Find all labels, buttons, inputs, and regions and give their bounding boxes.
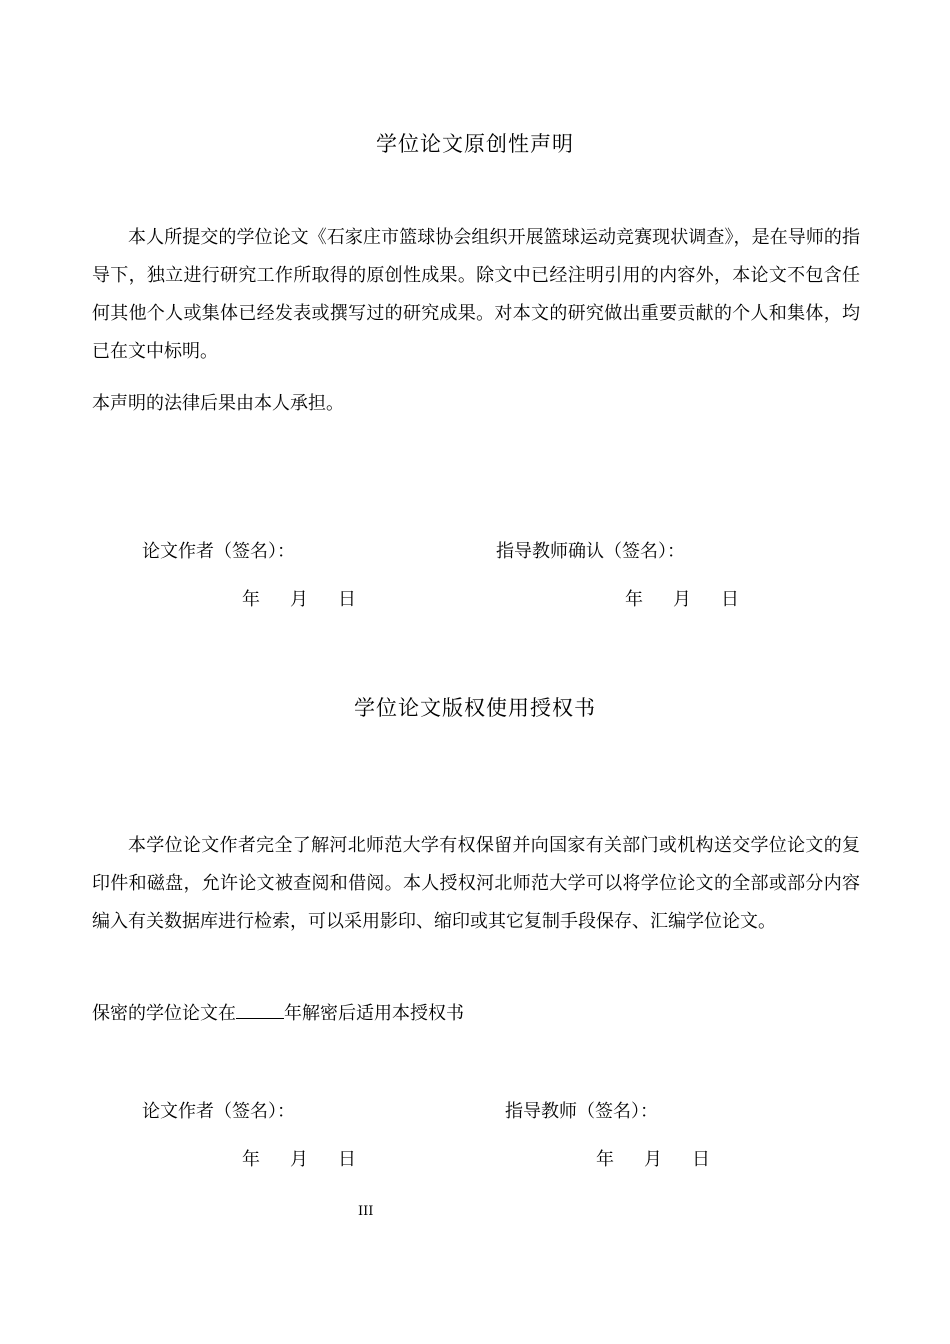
declaration-advisor-signature-label: 指导教师确认（签名）： bbox=[496, 541, 685, 562]
confidential-statement bbox=[92, 999, 464, 1025]
authorization-author-signature-label: 论文作者（签名）： bbox=[142, 1101, 295, 1122]
date-year: 年 bbox=[242, 1149, 260, 1170]
date-month: 月 bbox=[290, 1149, 308, 1170]
authorization-paragraph: 本学位论文作者完全了解河北师范大学有权保留并向国家有关部门或机构送交学位论文的复印件和磁盘，允许论文被查阅和借阅。本人授权河北师范大学可以将学位论文的全部或部分内容编入有关数据库进行检索，可以采用影印、缩印或其它复制手段保存、汇编学位论文。 bbox=[92, 835, 860, 932]
declaration-author-signature-label: 论文作者（签名）： bbox=[142, 541, 295, 562]
date-month: 月 bbox=[290, 589, 308, 610]
date-year: 年 bbox=[625, 589, 643, 610]
confidential-suffix: 年解密后适用本授权书 bbox=[284, 1003, 464, 1024]
authorization-author-date bbox=[242, 1145, 356, 1171]
liability-statement: 本声明的法律后果由本人承担。 bbox=[92, 393, 344, 414]
declaration-title: 学位论文原创性声明 bbox=[376, 132, 574, 156]
declaration-author-date bbox=[242, 585, 356, 611]
date-year: 年 bbox=[596, 1149, 614, 1170]
date-day: 日 bbox=[692, 1149, 710, 1170]
date-day: 日 bbox=[338, 589, 356, 610]
date-month: 月 bbox=[673, 589, 691, 610]
declaration-paragraph: 本人所提交的学位论文《石家庄市篮球协会组织开展篮球运动竞赛现状调查》，是在导师的指导下，独立进行研究工作所取得的原创性成果。除文中已经注明引用的内容外，本论文不包含任何其他个人或集体已经发表或撰写过的研究成果。对本文的研究做出重要贡献的个人和集体，均已在文中标明。 bbox=[92, 227, 860, 362]
date-day: 日 bbox=[721, 589, 739, 610]
authorization-title: 学位论文版权使用授权书 bbox=[354, 696, 596, 720]
authorization-advisor-signature-label: 指导教师（签名）： bbox=[505, 1101, 658, 1122]
confidential-prefix: 保密的学位论文在 bbox=[92, 1003, 236, 1024]
authorization-advisor-date bbox=[596, 1145, 710, 1171]
declaration-advisor-date bbox=[625, 585, 739, 611]
page-number: III bbox=[358, 1204, 374, 1219]
date-month: 月 bbox=[644, 1149, 662, 1170]
date-day: 日 bbox=[338, 1149, 356, 1170]
year-blank-line bbox=[236, 1004, 284, 1019]
date-year: 年 bbox=[242, 589, 260, 610]
